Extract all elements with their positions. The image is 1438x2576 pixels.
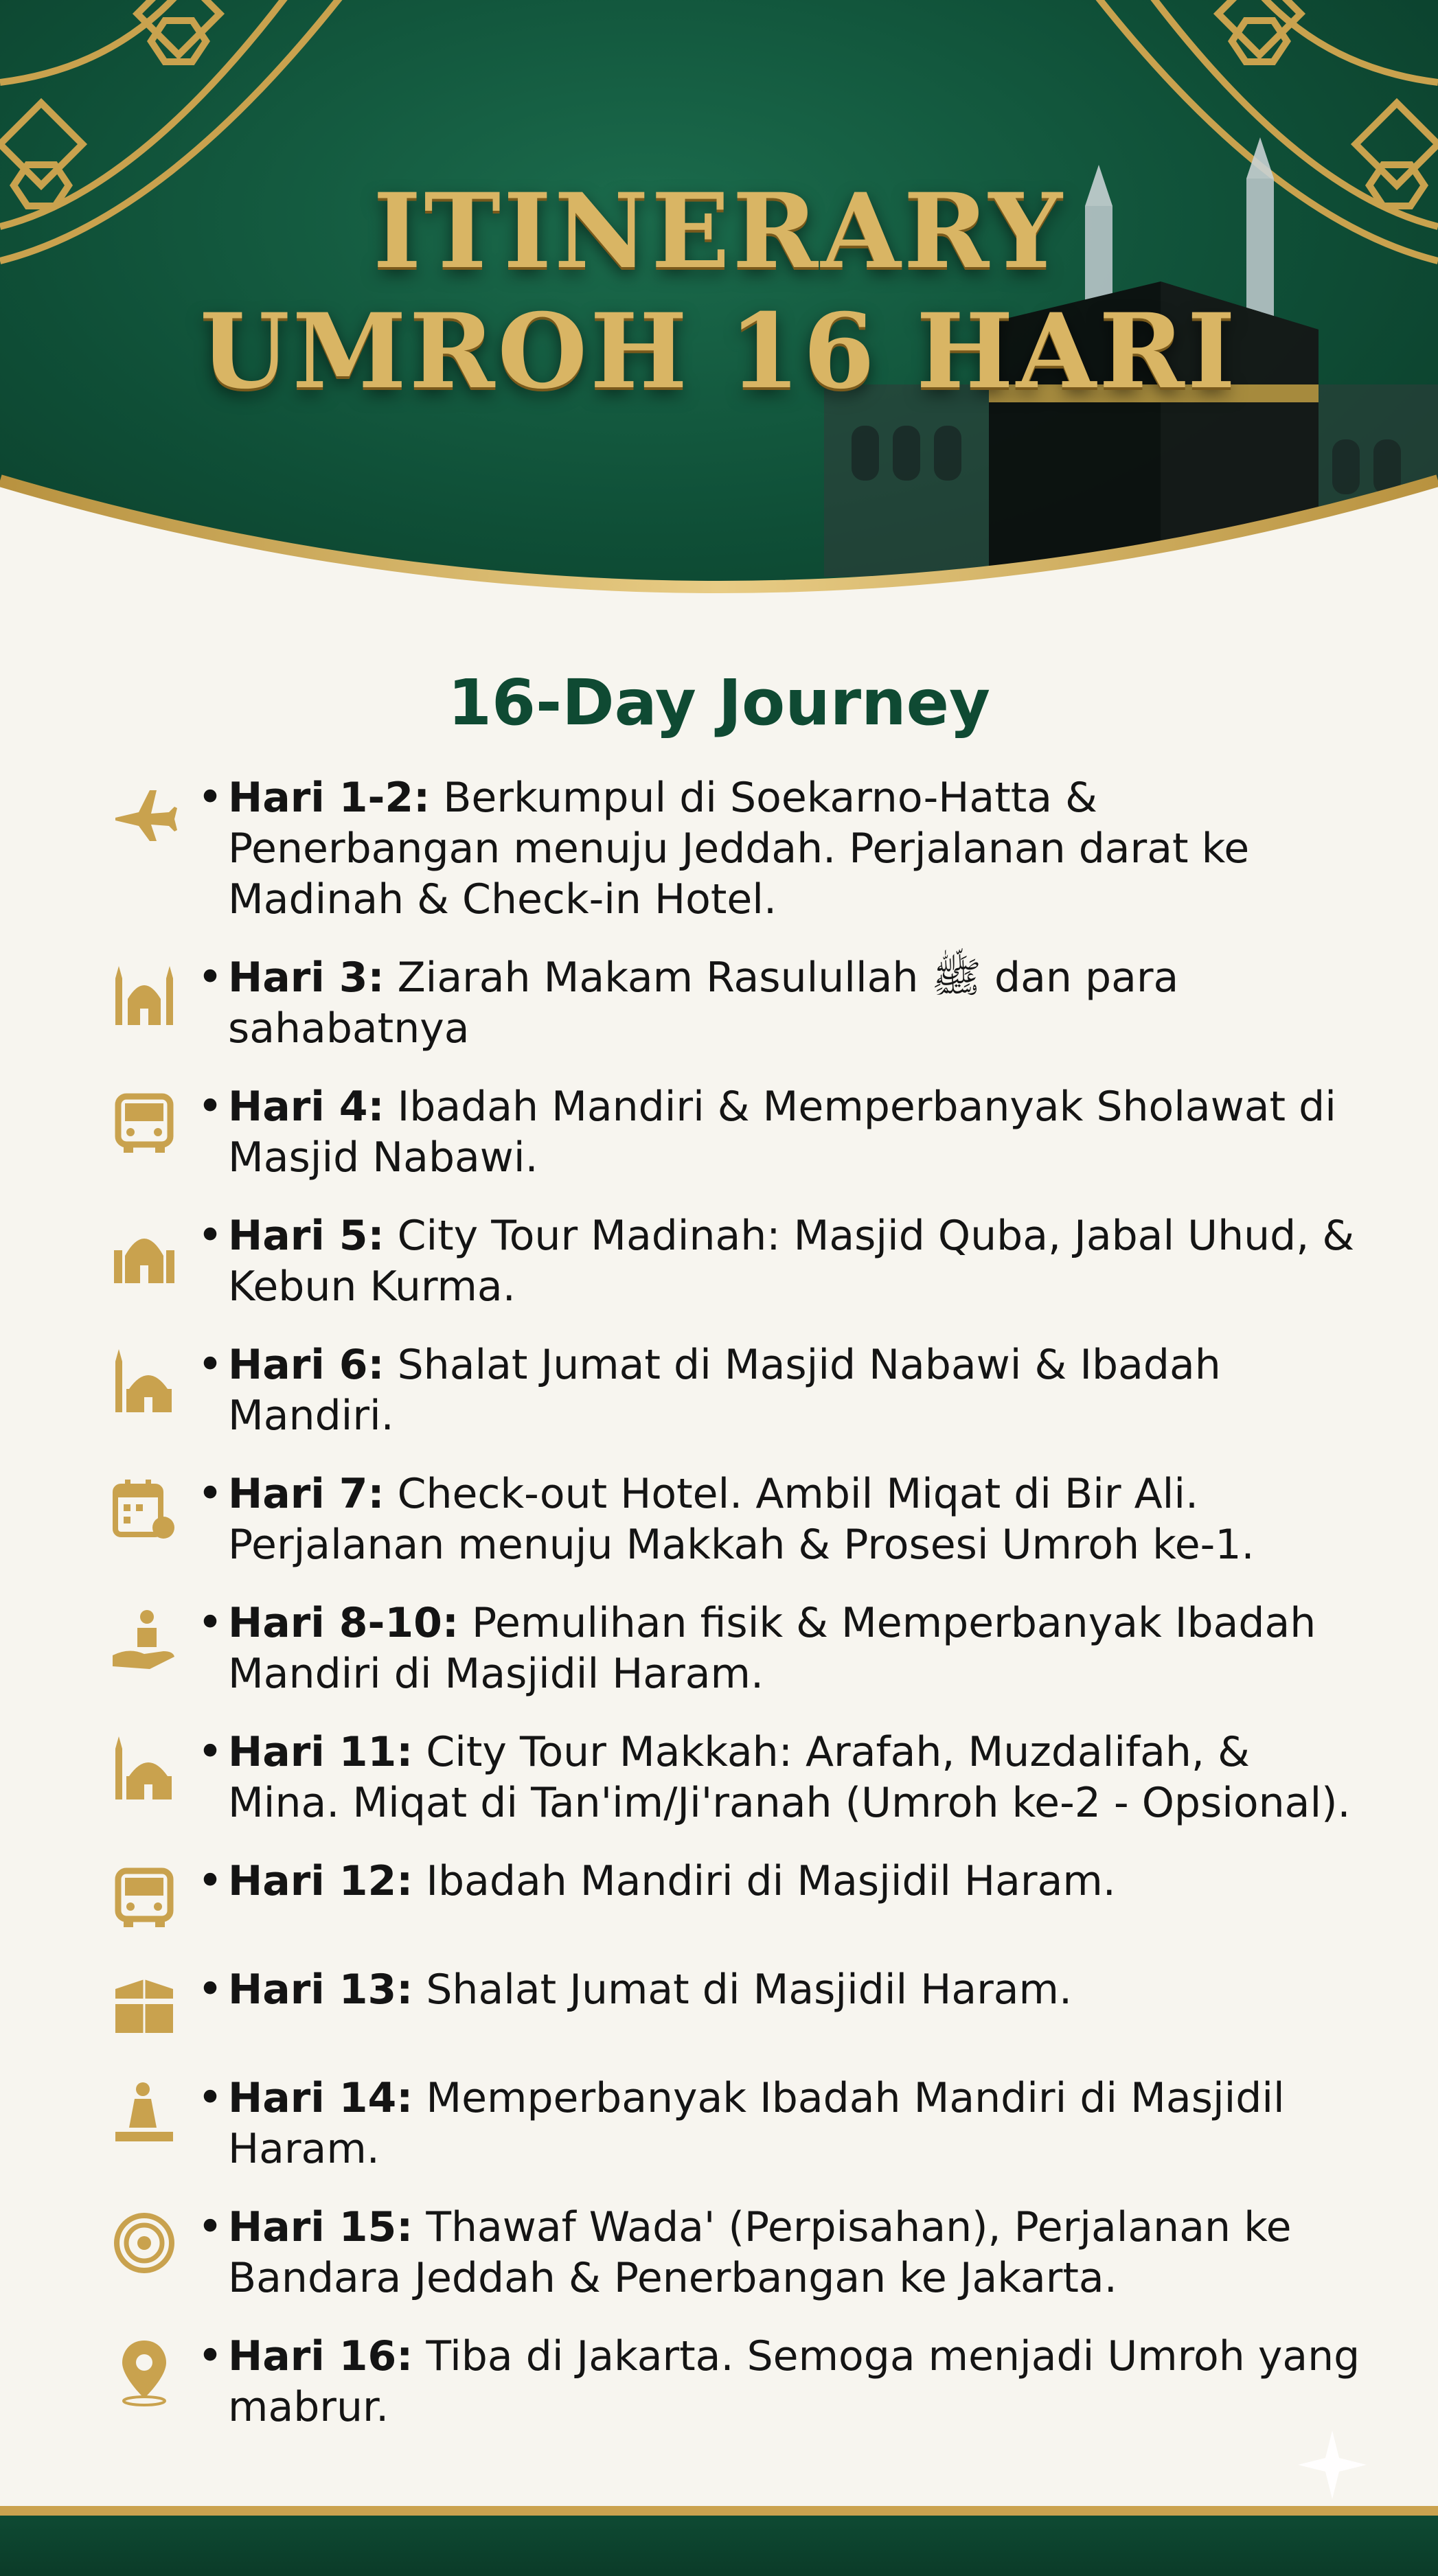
bus-icon xyxy=(96,1856,192,1937)
item-day-label: Hari 4: xyxy=(228,1083,385,1131)
item-day-label: Hari 1-2: xyxy=(228,774,431,822)
bullet: • xyxy=(197,1339,223,1390)
mosque-icon xyxy=(96,1727,192,1808)
prayer-person-icon xyxy=(96,2073,192,2154)
title-line-1: ITINERARY xyxy=(373,171,1065,292)
item-day-label: Hari 16: xyxy=(228,2332,413,2380)
item-text xyxy=(228,1210,1368,1312)
bullet: • xyxy=(197,2202,223,2253)
bullet: • xyxy=(197,2073,223,2124)
bus-icon xyxy=(96,1081,192,1162)
list-item xyxy=(96,772,1373,925)
bullet: • xyxy=(197,1727,223,1778)
item-text xyxy=(228,952,1368,1054)
item-description: City Tour Makkah: Arafah, Muzdalifah, & Mina. Miqat di Tan'im/Ji'ranah (Umroh ke-2 - Opsional). xyxy=(228,1728,1351,1827)
item-day-label: Hari 14: xyxy=(228,2074,413,2122)
footer-bar xyxy=(0,2506,1438,2576)
page-title xyxy=(0,172,1438,412)
bullet: • xyxy=(197,1210,223,1261)
item-description: Pemulihan fisik & Memperbanyak Ibadah Mandiri di Masjidil Haram. xyxy=(228,1599,1316,1698)
list-item xyxy=(96,1727,1373,1828)
kaaba-icon xyxy=(96,1964,192,2045)
list-item xyxy=(96,1339,1373,1441)
item-description: City Tour Madinah: Masjid Quba, Jabal Uhud, & Kebun Kurma. xyxy=(228,1212,1355,1311)
mosque-icon xyxy=(96,1339,192,1421)
calendar-icon xyxy=(96,1469,192,1550)
bullet: • xyxy=(197,772,223,823)
item-text xyxy=(228,2073,1368,2174)
item-text xyxy=(228,1856,1368,1907)
bullet: • xyxy=(197,1469,223,1519)
mosque-dome-icon xyxy=(96,1210,192,1291)
item-text xyxy=(228,1727,1368,1828)
item-description: Ziarah Makam Rasulullah ﷺ dan para sahabatnya xyxy=(228,954,1179,1053)
list-item xyxy=(96,1856,1373,1937)
item-day-label: Hari 13: xyxy=(228,1966,413,2014)
item-day-label: Hari 6: xyxy=(228,1341,385,1389)
list-item xyxy=(96,1469,1373,1570)
list-item xyxy=(96,1598,1373,1699)
list-item xyxy=(96,2331,1373,2433)
header-banner xyxy=(0,0,1438,618)
airplane-icon xyxy=(96,772,192,853)
item-text xyxy=(228,1964,1368,2015)
list-item xyxy=(96,2202,1373,2303)
list-item xyxy=(96,1081,1373,1183)
section-subtitle: 16-Day Journey xyxy=(448,666,990,739)
itinerary-list xyxy=(96,772,1373,2460)
item-text xyxy=(228,1469,1368,1570)
item-text xyxy=(228,772,1368,925)
item-description: Shalat Jumat di Masjidil Haram. xyxy=(426,1966,1073,2014)
mosque-minaret-icon xyxy=(96,952,192,1033)
item-description: Ibadah Mandiri di Masjidil Haram. xyxy=(426,1857,1116,1905)
list-item xyxy=(96,2073,1373,2174)
item-description: Thawaf Wada' (Perpisahan), Perjalanan ke Bandara Jeddah & Penerbangan ke Jakarta. xyxy=(228,2203,1292,2302)
item-description: Berkumpul di Soekarno-Hatta & Penerbangan menuju Jeddah. Perjalanan darat ke Madinah & Check-in Hotel. xyxy=(228,774,1250,923)
tawaf-circle-icon xyxy=(96,2202,192,2283)
item-text xyxy=(228,2202,1368,2303)
item-description: Memperbanyak Ibadah Mandiri di Masjidil Haram. xyxy=(228,2074,1285,2173)
item-description: Shalat Jumat di Masjid Nabawi & Ibadah Mandiri. xyxy=(228,1341,1221,1440)
bullet: • xyxy=(197,2331,223,2382)
list-item xyxy=(96,1964,1373,2045)
bullet: • xyxy=(197,1856,223,1907)
list-item xyxy=(96,952,1373,1054)
item-day-label: Hari 7: xyxy=(228,1470,385,1518)
item-day-label: Hari 11: xyxy=(228,1728,413,1776)
item-text xyxy=(228,1598,1368,1699)
bullet: • xyxy=(197,1964,223,2015)
item-text xyxy=(228,2331,1368,2433)
item-description: Ibadah Mandiri & Memperbanyak Sholawat di Masjid Nabawi. xyxy=(228,1083,1336,1182)
item-day-label: Hari 5: xyxy=(228,1212,385,1260)
item-text xyxy=(228,1081,1368,1183)
hand-prayer-icon xyxy=(96,1598,192,1679)
bullet: • xyxy=(197,1598,223,1648)
bullet: • xyxy=(197,952,223,1003)
list-item xyxy=(96,1210,1373,1312)
sparkle-icon xyxy=(1298,2430,1367,2499)
location-pin-icon xyxy=(96,2331,192,2412)
title-line-2: UMROH 16 HARI xyxy=(199,291,1238,412)
item-text xyxy=(228,1339,1368,1441)
item-day-label: Hari 3: xyxy=(228,954,385,1002)
item-day-label: Hari 15: xyxy=(228,2203,413,2251)
item-day-label: Hari 8-10: xyxy=(228,1599,459,1647)
item-day-label: Hari 12: xyxy=(228,1857,413,1905)
bullet: • xyxy=(197,1081,223,1132)
item-description: Tiba di Jakarta. Semoga menjadi Umroh yang mabrur. xyxy=(228,2332,1360,2431)
item-description: Check-out Hotel. Ambil Miqat di Bir Ali. Perjalanan menuju Makkah & Prosesi Umroh ke-1. xyxy=(228,1470,1255,1569)
